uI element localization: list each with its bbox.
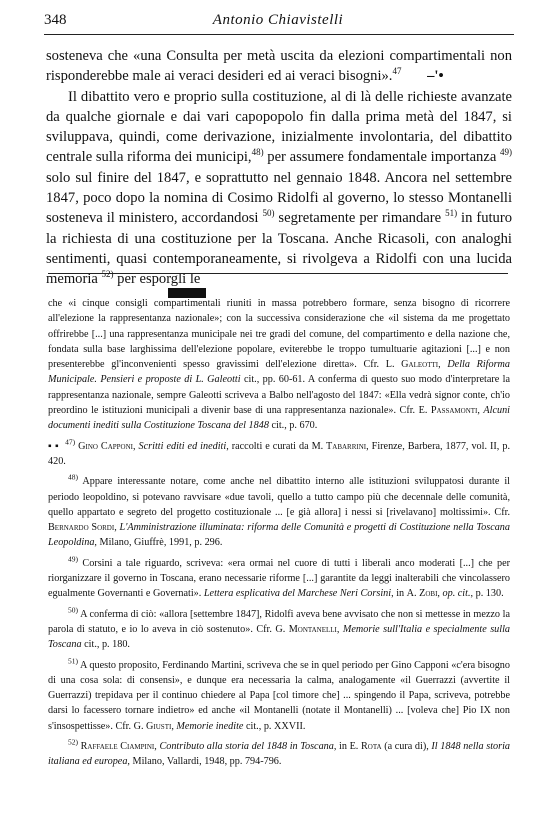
footnote-number: 48) <box>68 472 78 482</box>
ink-mark: –'• <box>427 68 444 85</box>
paragraph-1: sosteneva che «una Consulta per metà uscita da elezioni compartimentali non risponderebbe male ai veraci desideri ed ai veraci bisogni».$^{47}$ –'• <box>46 48 512 85</box>
citation-author: G. Montanelli <box>275 623 337 635</box>
citation-title: Memorie inedite <box>176 720 244 732</box>
footnote-47: ▪ ▪ $^{47)}$ Gino Capponi, Scritti editi ed inediti, raccolti e curati da M. Tabarrini, Firenze, Barbera, 1877, vol. II, p. 420. <box>48 437 510 467</box>
footnote-number: 47) <box>65 437 76 447</box>
citation-author: E. Passamonti <box>418 405 478 417</box>
footnote-ref-52: 52) <box>101 269 114 280</box>
footnotes <box>48 296 510 775</box>
header-rule <box>44 34 514 35</box>
citation-author: Raffaele Ciampini <box>80 741 155 753</box>
running-head: Antonio Chiavistelli <box>212 12 344 28</box>
citation-title: Lettera esplicativa del Marchese Neri Corsini <box>203 588 392 600</box>
citation-title: Scritti editi ed inediti <box>138 440 227 452</box>
footnote-49: $^{49)}$ Corsini a tale riguardo, scriveva: «era ormai nel cuore di tutti i liberali anco moderati [...] che per riorganizzare il governo in Toscana, erano necessarie riforme [...] garantite da leggi inalterabili che vincolassero egualmente Governanti e Governati». Lettera esplicativa del Marchese Neri Corsini, in A. Zobi, op. cit., p. 130. <box>48 554 510 600</box>
citation-title: Il 1848 nella storia italiana ed europea <box>48 741 511 768</box>
footnote-51: $^{51)}$ A questo proposito, Ferdinando Martini, scriveva che se in quel periodo per Gino Capponi «c'era bisogno di una cosa sola: di consensi», e dunque era necessaria la calma, analogamente «il Guerrazzi (avvertite il Guerrazzi) trepidava per il continuo chiedere al Papa [col timore che] ... spingendo il Papa, scriveva, potrebbe darsi lo facessero tornare indietro» ed anche «il Montanelli (notate il Montanelli) ... [voleva che] Pio IX non s'insospettisse». Cfr. G. Giusti, Memorie inedite cit., p. XXVII. <box>48 656 510 732</box>
footnote-continuation: che «i cinque consigli compartimentali riuniti in massa potrebbero formare, senza bisogno di ricorrere all'elezione la rappresentanza nazionale»; con la successiva considerazione che «il sistema da me progettato offrirebbe [...] una rappresentanza municipale nei tre gradi del comune, del compartimento e della nazione che, fondata sulla base larghissima dell'elezione popolare, eviterebbe le troppo tumultuarie agitazioni [...] e non presenterebbe gl'inconvenienti spesso gravissimi dell'elezione diretta». Cfr. L. Galeotti, Della Riforma Municipale. Pensieri e proposte di L. Galeotti cit., pp. 60-61. A conferma di questo suo modo d'interpretare la rappresentanza nazionale, sempre Galeotti scriveva a Balbo nell'agosto del 1847: «Ella vedrà signor conte, ch'io preordino le istituzioni municipali a divenir base di una rappresentanza nazionale». Cfr. E. Passamonti, Alcuni documenti inediti sulla Costituzione Toscana del 1848 cit., p. 670. <box>48 298 511 432</box>
citation-title: Memorie sull'Italia e specialmente sulla Toscana <box>48 623 511 651</box>
ink-mark: ▪ ▪ <box>48 440 60 452</box>
footnote-number: 51) <box>68 656 78 666</box>
footnote-number: 52) <box>68 737 78 747</box>
footnote-number: 49) <box>68 554 78 564</box>
citation-author: A. Zobi <box>406 588 438 600</box>
citation-editor: M. Tabarrini <box>311 440 367 452</box>
paragraph-2: Il dibattito vero e proprio sulla costituzione, al di là delle richieste avanzate da qualche giornale e dai vari capopopolo fin dalla prima metà del 1847, si sviluppava, quindi, come derivazione, inizialmente involontaria, del dibattito centrale sulla riforma dei municipi,$^{48)}$ per assumere fondamentale importanza $^{49)}$ solo sul finire del 1847, e soprattutto nel gennaio 1848. Ancora nel settembre 1847, poco dopo la nomina di Cosimo Ridolfi al governo, lo stesso Montanelli sosteneva il ministero, accordandosi $^{50)}$ segretamente per rimandare $^{51)}$ in futuro la richiesta di una costituzione per la Toscana. Anche Ricasoli, con analoghi sentimenti, quasi contemporaneamente, si rivolgeva a Ridolfi con una lucida memoria $^{52)}$ per esporgli le <box>46 88 512 288</box>
page-number: 348 <box>44 12 67 28</box>
citation-author: Gino Capponi <box>78 440 133 452</box>
citation-title: Alcuni documenti inediti sulla Costituzione Toscana del 1848 <box>48 405 510 432</box>
main-text <box>46 46 512 290</box>
footnote-ref-51: 51) <box>445 208 458 219</box>
footnote-ref-48: 48) <box>251 147 264 158</box>
footnote-ref-47: 47 <box>392 66 402 77</box>
citation-title: Della Riforma Municipale. Pensieri e proposte di L. Galeotti <box>48 359 511 386</box>
footnote-separator <box>48 273 508 274</box>
footnote-48: $^{48)}$ Appare interessante notare, come anche nel dibattito interno alle istituzioni sviluppatosi durante il periodo leopoldino, si potevano ravvisare «due tavoli, quello a tutto campo più che decennale delle comunità, quello appartato e segreto del progetto costituzionale ... [e già allora] i nessi si [rivelavano] moltissimi». Cfr. Bernardo Sordi, L'Amministrazione illuminata: riforma delle Comunità e progetti di Costituzione nella Toscana Leopoldina, Milano, Giuffrè, 1991, p. 296. <box>48 472 510 549</box>
footnote-ref-49: 49) <box>500 147 512 158</box>
citation-op-cit: op. cit. <box>442 588 471 600</box>
footnote-number: 50) <box>68 605 78 615</box>
footnote-ref-50: 50) <box>262 208 275 219</box>
citation-author: Bernardo Sordi <box>48 522 115 534</box>
citation-title: Contributo alla storia del 1848 in Toscana <box>159 741 334 753</box>
citation-author: L. Galeotti <box>385 359 439 371</box>
citation-title: L'Amministrazione illuminata: riforma delle Comunità e progetti di Costituzione nella Toscana Leopoldina <box>48 522 510 549</box>
page-header <box>44 12 512 32</box>
footnote-52: $^{52)}$ Raffaele Ciampini, Contributo alla storia del 1848 in Toscana, in E. Rota (a cura di), Il 1848 nella storia italiana ed europea, Milano, Vallardi, 1948, pp. 794-796. <box>48 737 511 768</box>
citation-author: G. Giusti <box>133 720 172 732</box>
citation-editor: E. Rota <box>349 741 382 753</box>
footnote-50: $^{50)}$ A conferma di ciò: «allora [settembre 1847], Ridolfi aveva bene avvisato che non si mettesse in mezzo la parola di statuto, e io lo aveva in ciò sostenuto». Cfr. G. Montanelli, Memorie sull'Italia e specialmente sulla Toscana cit., p. 180. <box>48 605 511 651</box>
